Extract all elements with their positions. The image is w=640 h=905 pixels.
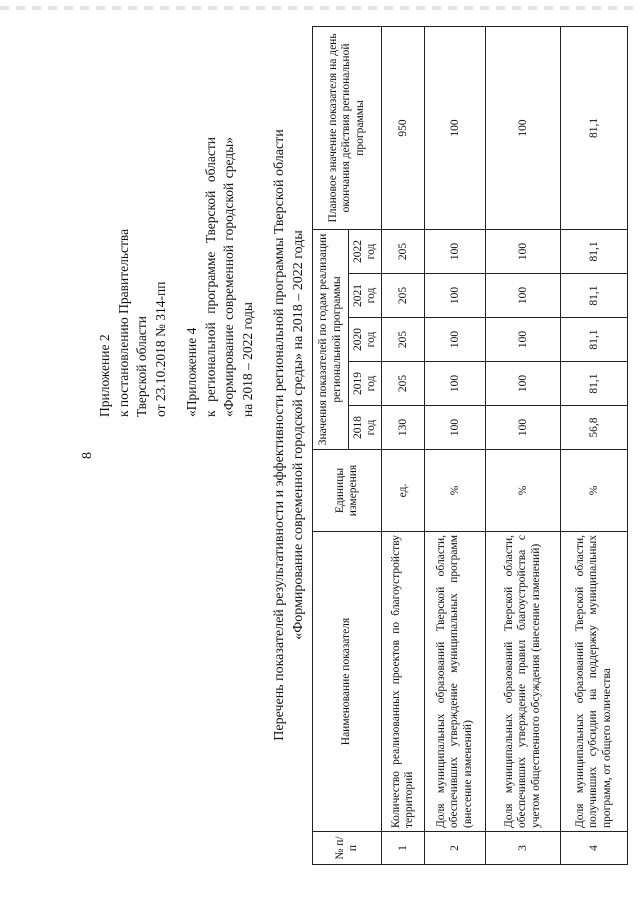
document-title [270,125,308,745]
row-unit: % [486,450,561,532]
row-value: 81,1 [561,229,628,273]
row-value: 100 [425,362,486,406]
row-unit: % [425,450,486,532]
row-unit: ед. [382,450,425,532]
row-value: 100 [425,318,486,362]
row-value: 100 [425,229,486,273]
row-name: Количество реализованных проектов по благоустройству территорий [382,532,425,832]
row-name: Доля муниципальных образований Тверской области, обеспечивших утверждение муниципальных программ (внесение изменений) [425,532,486,832]
row-value: 56,8 [561,406,628,450]
header-row [313,26,349,864]
row-num: 2 [425,832,486,865]
row-value: 100 [486,318,561,362]
header-num: № п/п [313,832,382,865]
page-number: 8 [80,452,95,459]
indicators-table [312,26,628,865]
row-value: 205 [382,318,425,362]
appendix-2-header [96,157,170,417]
table-row [382,26,425,864]
row-value: 100 [486,406,561,450]
row-name: Доля муниципальных образований Тверской области, обеспечивших утверждение правил благоустройства с учетом общественного обсуждения (внесение изменений) [486,532,561,832]
row-value: 100 [486,362,561,406]
appendix-4-line: на 2018 – 2022 годы [239,302,255,417]
appendix-2-line: от 23.10.2018 № 314-пп [152,281,168,417]
row-plan: 100 [425,26,486,229]
appendix-2-line: Тверской области [134,316,149,417]
row-num: 4 [561,832,628,865]
appendix-2-line: Приложение 2 [97,334,112,417]
row-value: 81,1 [561,362,628,406]
header-year: 2019 год [349,362,382,406]
header-year: 2018 год [349,406,382,450]
appendix-4-header [183,137,257,417]
title-line: Перечень показателей результативности и эффективности региональной программы Тверской области [272,129,287,741]
row-value: 205 [382,274,425,318]
header-years-group: Значения показателей по годам реализации региональной программы [313,229,349,449]
appendix-2-line: к постановлению Правительства [115,228,131,417]
appendix-4-line: «Формирование современной городской среды» [221,137,236,417]
row-num: 1 [382,832,425,865]
table-row [486,26,561,864]
table-row [561,26,628,864]
row-value: 100 [425,274,486,318]
row-name: Доля муниципальных образований Тверской области, получивших субсидии на поддержку муниципальных программ, от общего количества [561,532,628,832]
header-year: 2020 год [349,318,382,362]
appendix-4-line: к региональной программе Тверской области [202,137,218,417]
header-year: 2022 год [349,229,382,273]
row-value: 100 [486,229,561,273]
header-year: 2021 год [349,274,382,318]
appendix-4-line: «Приложение 4 [184,327,199,417]
row-num: 3 [486,832,561,865]
row-value: 205 [382,229,425,273]
header-plan: Плановое значение показателя на день окончания действия региональной программы [313,26,382,229]
row-value: 100 [486,274,561,318]
row-value: 130 [382,406,425,450]
row-value: 81,1 [561,318,628,362]
row-plan: 950 [382,26,425,229]
row-value: 81,1 [561,274,628,318]
row-plan: 100 [486,26,561,229]
row-value: 205 [382,362,425,406]
header-name: Наименование показателя [313,532,382,832]
row-unit: % [561,450,628,532]
header-unit: Единицы измерения [313,450,382,532]
title-line: «Формирование современной городской среды» на 2018 – 2022 годы [291,230,306,640]
table-row [425,26,486,864]
row-value: 100 [425,406,486,450]
row-plan: 81,1 [561,26,628,229]
